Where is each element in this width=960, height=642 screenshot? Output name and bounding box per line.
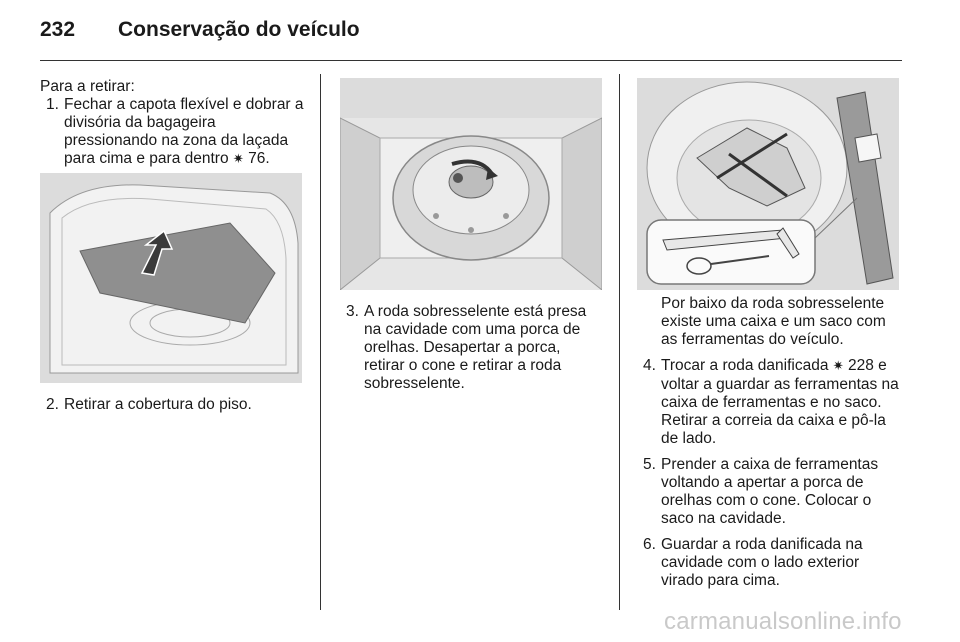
steps-list-3 <box>340 303 602 393</box>
page-number: 232 <box>40 18 76 41</box>
column-divider-1 <box>320 74 321 610</box>
tool-location-text: Por baixo da roda sobresselente existe uma caixa e um saco com as ferramentas do veículo. <box>661 295 886 348</box>
page-reference-icon[interactable]: ✷ <box>832 359 844 374</box>
step-number: 3. <box>346 303 359 320</box>
step-4 <box>637 357 902 448</box>
steps-list-4 <box>637 357 902 590</box>
intro-text: Para a retirar: <box>40 78 135 95</box>
figure-trunk-cover <box>40 173 302 383</box>
step-3 <box>340 303 602 393</box>
header-divider <box>40 60 902 61</box>
page-title: Conservação do veículo <box>118 18 360 41</box>
step-text-continued: 228 e voltar a guardar as ferramentas na caixa de ferramentas e no saco. Retirar a correia da caixa e pô-la de lado. <box>661 357 899 447</box>
column-divider-2 <box>619 74 620 610</box>
step-text: Guardar a roda danificada na cavidade com o lado exterior virado para cima. <box>661 536 863 589</box>
watermark: carmanualsonline.info <box>664 608 902 635</box>
page-reference-number[interactable]: 76. <box>248 150 270 167</box>
step-text: Prender a caixa de ferramentas voltando a apertar a porca de orelhas com o cone. Colocar o saco na cavidade. <box>661 456 879 527</box>
column-3 <box>637 78 902 590</box>
step-5 <box>637 456 902 528</box>
steps-list-1 <box>40 96 306 169</box>
page-reference-icon[interactable]: ✷ <box>232 152 244 167</box>
step-text: A roda sobresselente está presa na cavidade com uma porca de orelhas. Desapertar a porca, retirar o cone e retirar a roda sobresselente. <box>364 303 587 392</box>
steps-list-2 <box>40 396 306 414</box>
page-header <box>40 14 900 50</box>
step-number: 1. <box>46 96 59 113</box>
step-number: 2. <box>46 396 59 413</box>
step-text: Retirar a cobertura do piso. <box>64 396 252 413</box>
column-1 <box>40 78 306 414</box>
figure-tool-kit <box>637 78 899 290</box>
step-1 <box>40 96 306 169</box>
step-number: 4. <box>643 357 656 374</box>
step-number: 6. <box>643 536 656 553</box>
column-2 <box>340 78 602 393</box>
step-2 <box>40 396 306 414</box>
step-number: 5. <box>643 456 656 473</box>
step-text: Trocar a roda danificada <box>661 357 829 374</box>
figure-spare-wheel <box>340 78 602 290</box>
step-6 <box>637 536 902 590</box>
step-text: Fechar a capota flexível e dobrar a divisória da bagageira pressionando na zona da laçada para cima e para dentro <box>64 96 304 167</box>
